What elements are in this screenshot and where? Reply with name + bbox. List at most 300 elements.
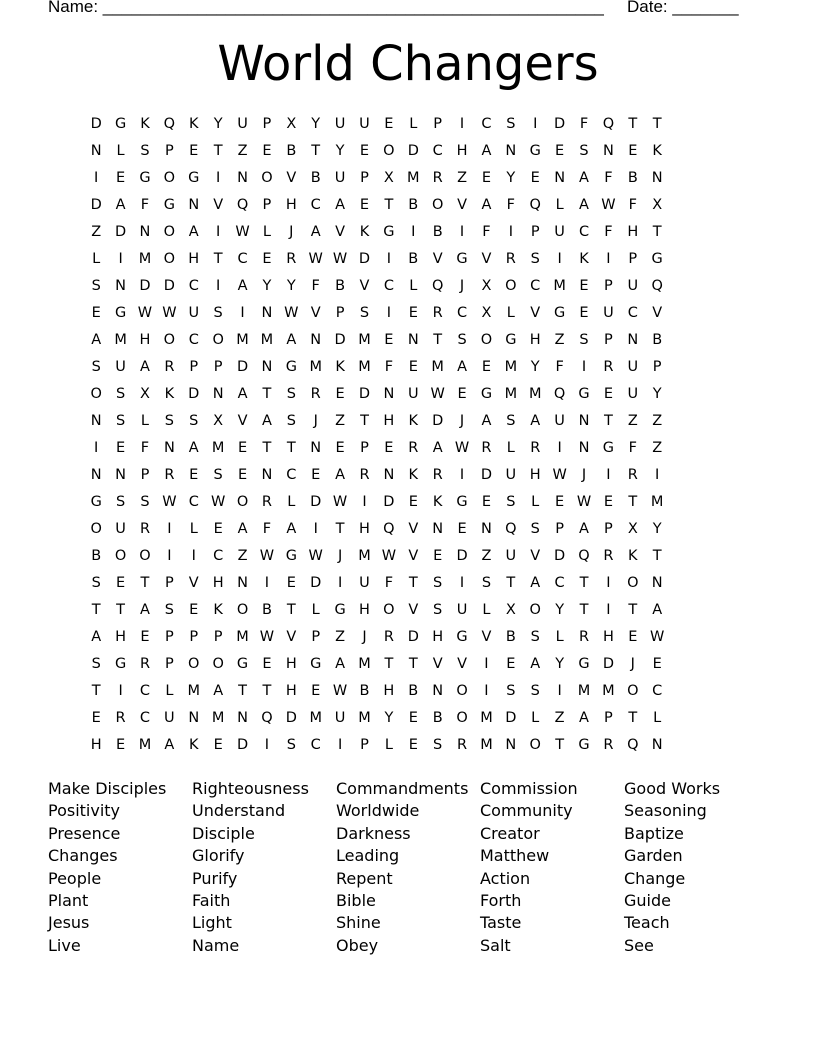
grid-letter: V bbox=[286, 170, 297, 186]
grid-letter: Y bbox=[506, 170, 516, 186]
grid-letter: X bbox=[627, 521, 638, 537]
grid-letter: L bbox=[311, 602, 320, 618]
grid-letter: I bbox=[459, 575, 465, 591]
grid-letter: M bbox=[260, 332, 274, 348]
grid-letter: E bbox=[408, 494, 418, 510]
grid-letter: I bbox=[581, 359, 587, 375]
grid-letter: S bbox=[189, 413, 199, 429]
grid-letter: E bbox=[481, 359, 492, 375]
grid-letter: A bbox=[286, 521, 297, 537]
grid-letter: S bbox=[433, 575, 443, 591]
grid-letter: J bbox=[459, 278, 465, 294]
grid-letter: P bbox=[335, 305, 345, 321]
grid-letter: O bbox=[480, 332, 493, 348]
grid-letter: E bbox=[91, 305, 101, 321]
grid-letter: O bbox=[383, 143, 395, 159]
grid-letter: N bbox=[90, 143, 102, 159]
grid-letter: A bbox=[652, 602, 663, 618]
grid-letter: E bbox=[213, 521, 223, 537]
grid-letter: C bbox=[237, 251, 248, 267]
grid-letter: P bbox=[530, 224, 540, 240]
grid-letter: E bbox=[237, 440, 248, 456]
grid-letter: T bbox=[140, 575, 150, 591]
grid-letter: N bbox=[481, 521, 492, 537]
grid-letter: D bbox=[432, 413, 444, 429]
word-bank-item: Understand bbox=[192, 801, 286, 821]
grid-letter: T bbox=[262, 386, 272, 402]
grid-letter: H bbox=[188, 251, 200, 267]
grid-letter: P bbox=[604, 332, 613, 348]
grid-letter: O bbox=[627, 575, 639, 591]
grid-letter: R bbox=[603, 548, 614, 564]
grid-letter: W bbox=[137, 305, 153, 321]
word-column bbox=[192, 778, 336, 957]
grid-letter: Z bbox=[335, 629, 346, 645]
grid-row bbox=[84, 141, 669, 168]
grid-letter: Q bbox=[383, 521, 395, 537]
grid-letter: O bbox=[188, 656, 200, 672]
grid-letter: Q bbox=[578, 548, 590, 564]
grid-letter: C bbox=[627, 305, 638, 321]
grid-letter: A bbox=[237, 278, 248, 294]
grid-letter: E bbox=[408, 359, 418, 375]
grid-letter: Z bbox=[554, 710, 565, 726]
grid-letter: P bbox=[604, 710, 613, 726]
grid-letter: V bbox=[286, 629, 297, 645]
grid-letter: I bbox=[606, 575, 611, 591]
grid-letter: K bbox=[140, 116, 150, 132]
word-bank-item: Leading bbox=[336, 846, 400, 866]
grid-letter: U bbox=[115, 521, 126, 537]
grid-letter: N bbox=[310, 440, 322, 456]
grid-row bbox=[84, 465, 669, 492]
grid-letter: P bbox=[604, 278, 613, 294]
grid-letter: J bbox=[362, 629, 367, 645]
grid-letter: E bbox=[262, 143, 272, 159]
grid-letter: S bbox=[91, 656, 101, 672]
grid-letter: M bbox=[358, 710, 371, 726]
grid-letter: X bbox=[481, 305, 492, 321]
grid-letter: I bbox=[484, 656, 489, 672]
grid-letter: E bbox=[140, 629, 150, 645]
grid-letter: O bbox=[529, 737, 541, 753]
word-bank-item: Community bbox=[480, 801, 573, 821]
grid-letter: Y bbox=[652, 386, 662, 402]
grid-letter: G bbox=[285, 548, 297, 564]
grid-letter: S bbox=[530, 251, 540, 267]
grid-letter: G bbox=[163, 197, 175, 213]
grid-letter: D bbox=[383, 494, 395, 510]
grid-letter: B bbox=[91, 548, 102, 564]
grid-letter: R bbox=[408, 440, 419, 456]
grid-letter: I bbox=[459, 116, 465, 132]
grid-letter: T bbox=[652, 224, 662, 240]
grid-letter: Y bbox=[652, 521, 662, 537]
grid-letter: O bbox=[236, 602, 249, 618]
grid-letter: U bbox=[603, 305, 614, 321]
grid-letter: V bbox=[457, 197, 468, 213]
grid-letter: E bbox=[652, 656, 662, 672]
grid-letter: R bbox=[164, 359, 175, 375]
grid-letter: I bbox=[264, 737, 270, 753]
grid-letter: Q bbox=[163, 116, 176, 132]
grid-letter: O bbox=[163, 332, 176, 348]
grid-letter: C bbox=[554, 575, 565, 591]
grid-letter: S bbox=[91, 359, 101, 375]
grid-letter: T bbox=[433, 332, 443, 348]
grid-letter: D bbox=[139, 278, 151, 294]
grid-letter: L bbox=[506, 440, 515, 456]
grid-letter: E bbox=[91, 710, 101, 726]
grid-letter: W bbox=[259, 629, 275, 645]
grid-letter: E bbox=[213, 737, 223, 753]
grid-letter: C bbox=[456, 305, 468, 321]
grid-letter: F bbox=[604, 224, 613, 240]
grid-letter: I bbox=[484, 683, 489, 699]
grid-letter: F bbox=[384, 575, 394, 591]
grid-letter: Z bbox=[91, 224, 102, 240]
grid-row bbox=[84, 573, 669, 600]
grid-letter: M bbox=[358, 359, 371, 375]
grid-letter: B bbox=[359, 683, 370, 699]
word-bank-item: Righteousness bbox=[192, 779, 309, 798]
grid-letter: F bbox=[140, 197, 150, 213]
grid-letter: S bbox=[579, 332, 589, 348]
grid-letter: T bbox=[579, 575, 589, 591]
grid-letter: D bbox=[90, 197, 102, 213]
grid-letter: V bbox=[188, 575, 199, 591]
grid-letter: C bbox=[188, 332, 199, 348]
grid-letter: N bbox=[651, 170, 663, 186]
grid-row bbox=[84, 303, 669, 330]
grid-letter: A bbox=[335, 656, 346, 672]
grid-letter: W bbox=[259, 548, 275, 564]
word-column bbox=[48, 778, 192, 957]
grid-letter: P bbox=[433, 116, 443, 132]
grid-letter: G bbox=[310, 656, 322, 672]
grid-letter: D bbox=[358, 251, 371, 267]
grid-letter: Z bbox=[481, 548, 492, 564]
grid-letter: I bbox=[167, 521, 172, 537]
grid-letter: F bbox=[555, 359, 564, 375]
word-bank-item: Plant bbox=[48, 891, 89, 911]
grid-row bbox=[84, 114, 669, 141]
grid-letter: K bbox=[359, 224, 370, 240]
grid-letter: P bbox=[213, 629, 223, 645]
grid-row bbox=[84, 546, 669, 573]
grid-letter: Z bbox=[652, 413, 663, 429]
grid-letter: K bbox=[189, 737, 199, 753]
word-bank bbox=[48, 778, 768, 957]
grid-letter: P bbox=[311, 629, 321, 645]
grid-letter: N bbox=[212, 386, 224, 402]
grid-letter: G bbox=[139, 170, 151, 186]
grid-letter: U bbox=[237, 116, 248, 132]
grid-letter: C bbox=[652, 683, 663, 699]
grid-letter: F bbox=[628, 440, 637, 456]
grid-letter: K bbox=[335, 359, 345, 375]
grid-letter: Y bbox=[384, 710, 394, 726]
grid-letter: I bbox=[606, 602, 611, 618]
grid-letter: P bbox=[164, 629, 174, 645]
grid-letter: V bbox=[359, 278, 370, 294]
grid-letter: G bbox=[578, 656, 590, 672]
grid-letter: V bbox=[481, 629, 492, 645]
grid-letter: M bbox=[602, 683, 615, 699]
grid-letter: P bbox=[555, 521, 564, 537]
grid-letter: F bbox=[262, 521, 272, 537]
grid-letter: O bbox=[212, 656, 224, 672]
grid-letter: U bbox=[359, 575, 370, 591]
grid-letter: I bbox=[264, 575, 270, 591]
grid-letter: N bbox=[261, 305, 273, 321]
grid-letter: G bbox=[602, 440, 615, 456]
grid-letter: V bbox=[408, 521, 419, 537]
grid-letter: N bbox=[383, 467, 395, 483]
grid-row bbox=[84, 384, 669, 411]
grid-letter: I bbox=[362, 494, 367, 510]
grid-letter: T bbox=[91, 683, 101, 699]
grid-letter: M bbox=[211, 710, 225, 726]
grid-letter: L bbox=[140, 413, 150, 429]
grid-letter: H bbox=[602, 629, 614, 645]
grid-letter: G bbox=[114, 305, 127, 321]
grid-letter: I bbox=[337, 737, 343, 753]
grid-letter: E bbox=[384, 116, 394, 132]
grid-letter: I bbox=[606, 251, 611, 267]
grid-letter: I bbox=[118, 683, 123, 699]
grid-row bbox=[84, 357, 669, 384]
grid-letter: V bbox=[310, 305, 321, 321]
grid-letter: H bbox=[359, 521, 370, 537]
grid-letter: Q bbox=[602, 116, 615, 132]
grid-letter: Q bbox=[553, 386, 566, 402]
grid-letter: P bbox=[189, 629, 199, 645]
grid-letter: B bbox=[432, 224, 443, 240]
grid-letter: E bbox=[189, 143, 199, 159]
grid-letter: O bbox=[505, 278, 517, 294]
grid-letter: P bbox=[652, 359, 662, 375]
grid-letter: E bbox=[116, 440, 126, 456]
grid-letter: N bbox=[627, 332, 639, 348]
word-bank-item: Creator bbox=[480, 823, 540, 843]
grid-letter: J bbox=[581, 467, 587, 483]
grid-letter: X bbox=[505, 602, 516, 618]
grid-letter: R bbox=[286, 251, 297, 267]
grid-letter: T bbox=[628, 710, 638, 726]
grid-letter: W bbox=[430, 386, 445, 402]
word-column bbox=[480, 778, 624, 957]
grid-letter: N bbox=[237, 170, 248, 186]
grid-letter: S bbox=[164, 413, 174, 429]
grid-letter: W bbox=[454, 440, 470, 456]
grid-letter: Z bbox=[457, 170, 468, 186]
grid-letter: H bbox=[212, 575, 224, 591]
grid-letter: Y bbox=[530, 359, 540, 375]
grid-letter: I bbox=[191, 548, 196, 564]
grid-letter: R bbox=[383, 629, 394, 645]
grid-letter: A bbox=[237, 521, 248, 537]
grid-letter: R bbox=[481, 440, 492, 456]
grid-letter: M bbox=[114, 332, 127, 348]
grid-letter: I bbox=[313, 521, 318, 537]
grid-letter: I bbox=[606, 467, 611, 483]
grid-letter: D bbox=[236, 737, 249, 753]
grid-letter: W bbox=[235, 224, 250, 240]
grid-letter: A bbox=[91, 629, 102, 645]
grid-letter: N bbox=[407, 332, 419, 348]
grid-letter: U bbox=[334, 116, 346, 132]
grid-letter: H bbox=[383, 413, 395, 429]
grid-letter: Z bbox=[627, 413, 638, 429]
grid-letter: T bbox=[384, 197, 394, 213]
grid-letter: K bbox=[628, 548, 638, 564]
grid-letter: O bbox=[456, 683, 468, 699]
grid-letter: L bbox=[92, 251, 101, 267]
grid-letter: E bbox=[384, 440, 394, 456]
grid-letter: E bbox=[481, 494, 492, 510]
grid-letter: A bbox=[579, 170, 589, 186]
grid-letter: F bbox=[384, 359, 394, 375]
grid-letter: G bbox=[114, 656, 127, 672]
grid-letter: R bbox=[530, 440, 541, 456]
grid-letter: E bbox=[408, 710, 418, 726]
grid-letter: Q bbox=[505, 521, 517, 537]
grid-letter: N bbox=[163, 440, 175, 456]
grid-letter: T bbox=[335, 521, 345, 537]
grid-letter: F bbox=[579, 116, 589, 132]
grid-letter: I bbox=[459, 224, 465, 240]
word-bank-item: Shine bbox=[336, 913, 381, 933]
grid-letter: G bbox=[456, 629, 468, 645]
word-bank-item: Matthew bbox=[480, 846, 550, 866]
grid-letter: I bbox=[655, 467, 660, 483]
grid-letter: N bbox=[188, 710, 200, 726]
grid-letter: H bbox=[139, 332, 151, 348]
grid-letter: S bbox=[164, 602, 174, 618]
grid-letter: L bbox=[506, 305, 515, 321]
grid-letter: E bbox=[603, 494, 613, 510]
grid-letter: G bbox=[334, 602, 346, 618]
grid-letter: S bbox=[140, 494, 150, 510]
grid-letter: U bbox=[188, 305, 200, 321]
grid-letter: A bbox=[579, 710, 589, 726]
grid-letter: W bbox=[576, 494, 592, 510]
grid-letter: K bbox=[408, 467, 419, 483]
word-bank-item: Disciple bbox=[192, 823, 255, 843]
word-bank-item: Change bbox=[624, 868, 686, 888]
grid-letter: T bbox=[360, 413, 369, 429]
grid-letter: H bbox=[432, 629, 444, 645]
grid-letter: O bbox=[529, 602, 541, 618]
grid-letter: W bbox=[308, 548, 323, 564]
grid-letter: Q bbox=[627, 737, 639, 753]
grid-letter: A bbox=[188, 440, 199, 456]
grid-letter: T bbox=[628, 494, 638, 510]
grid-letter: C bbox=[530, 278, 541, 294]
grid-letter: N bbox=[115, 278, 127, 294]
grid-letter: R bbox=[359, 467, 370, 483]
grid-letter: P bbox=[604, 521, 613, 537]
word-bank-item: Positivity bbox=[48, 801, 121, 821]
grid-letter: A bbox=[286, 332, 297, 348]
grid-letter: I bbox=[118, 251, 123, 267]
grid-letter: I bbox=[167, 548, 172, 564]
grid-letter: L bbox=[165, 683, 174, 699]
word-bank-item: Action bbox=[480, 868, 531, 888]
grid-letter: Q bbox=[431, 278, 444, 294]
grid-letter: D bbox=[115, 224, 127, 240]
grid-letter: E bbox=[555, 494, 565, 510]
grid-letter: A bbox=[237, 386, 248, 402]
grid-letter: W bbox=[650, 629, 665, 645]
grid-letter: T bbox=[408, 656, 418, 672]
grid-letter: S bbox=[579, 143, 589, 159]
grid-letter: W bbox=[332, 494, 348, 510]
grid-letter: M bbox=[211, 440, 225, 456]
word-bank-item: Bible bbox=[336, 891, 376, 911]
grid-letter: W bbox=[381, 548, 397, 564]
grid-letter: A bbox=[335, 197, 346, 213]
grid-letter: N bbox=[505, 737, 517, 753]
grid-letter: D bbox=[163, 278, 175, 294]
grid-letter: I bbox=[459, 467, 465, 483]
grid-letter: E bbox=[555, 143, 565, 159]
grid-letter: L bbox=[189, 521, 198, 537]
word-column bbox=[624, 778, 768, 957]
grid-letter: D bbox=[505, 710, 517, 726]
grid-letter: M bbox=[236, 629, 249, 645]
grid-letter: U bbox=[627, 386, 639, 402]
page-title: World Changers bbox=[217, 36, 599, 92]
grid-row bbox=[84, 195, 669, 222]
grid-letter: P bbox=[628, 251, 638, 267]
grid-letter: S bbox=[530, 629, 540, 645]
grid-row bbox=[84, 438, 669, 465]
grid-letter: H bbox=[90, 737, 102, 753]
grid-row bbox=[84, 708, 669, 735]
grid-letter: G bbox=[651, 251, 663, 267]
grid-letter: Y bbox=[213, 116, 223, 132]
grid-letter: Q bbox=[651, 278, 663, 294]
grid-letter: I bbox=[337, 575, 343, 591]
grid-letter: S bbox=[506, 413, 516, 429]
grid-letter: H bbox=[285, 656, 297, 672]
word-bank-item: Commandments bbox=[336, 779, 469, 798]
grid-letter: O bbox=[261, 170, 273, 186]
grid-letter: V bbox=[432, 251, 443, 267]
grid-letter: V bbox=[652, 305, 663, 321]
grid-row bbox=[84, 168, 669, 195]
grid-letter: R bbox=[603, 737, 614, 753]
grid-letter: B bbox=[408, 197, 419, 213]
grid-letter: V bbox=[457, 656, 468, 672]
grid-letter: Y bbox=[286, 278, 296, 294]
grid-letter: Z bbox=[237, 548, 248, 564]
grid-letter: Z bbox=[652, 440, 663, 456]
grid-letter: N bbox=[237, 710, 248, 726]
word-bank-item: Make Disciples bbox=[48, 779, 167, 798]
grid-letter: U bbox=[554, 413, 565, 429]
grid-letter: B bbox=[261, 602, 272, 618]
grid-letter: L bbox=[555, 197, 564, 213]
grid-letter: S bbox=[115, 386, 126, 402]
grid-letter: V bbox=[408, 602, 419, 618]
grid-letter: G bbox=[90, 494, 102, 510]
letter-grid bbox=[84, 114, 669, 762]
grid-letter: W bbox=[552, 467, 567, 483]
grid-letter: H bbox=[529, 467, 541, 483]
